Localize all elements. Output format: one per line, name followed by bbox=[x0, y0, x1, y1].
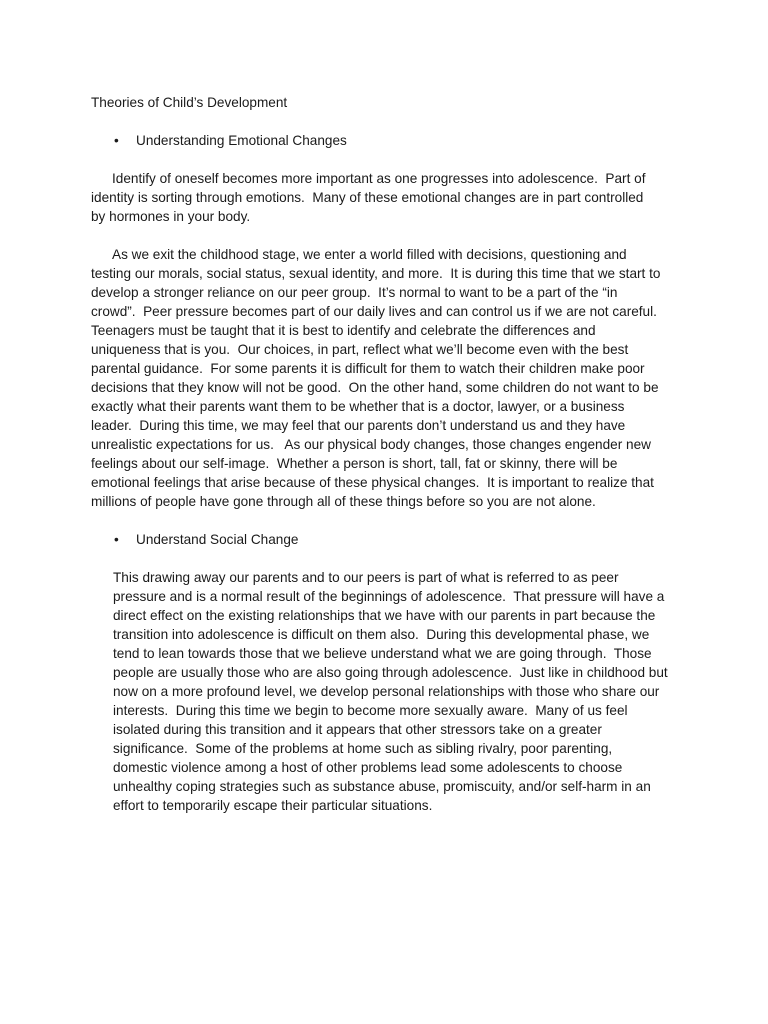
bullet-icon: • bbox=[114, 133, 119, 148]
paragraph-line: uniqueness that is you. Our choices, in part, reflect what we’ll become even with the best bbox=[91, 342, 629, 357]
paragraph-line: develop a stronger reliance on our peer group. It’s normal to want to be a part of the “in bbox=[91, 285, 618, 300]
paragraph-line: unhealthy coping strategies such as substance abuse, promiscuity, and/or self-harm in an bbox=[113, 779, 651, 794]
paragraph-line: parental guidance. For some parents it is difficult for them to watch their children make poor bbox=[91, 361, 645, 376]
paragraph-line: domestic violence among a host of other problems lead some adolescents to choose bbox=[113, 760, 623, 775]
paragraph-line: pressure and is a normal result of the beginnings of adolescence. That pressure will have a bbox=[113, 589, 665, 604]
paragraph-line: emotional feelings that arise because of these physical changes. It is important to realize that bbox=[91, 475, 654, 490]
paragraph-line: effort to temporarily escape their particular situations. bbox=[113, 798, 433, 813]
paragraph-line: leader. During this time, we may feel that our parents don’t understand us and they have bbox=[91, 418, 626, 433]
paragraph-line: now on a more profound level, we develop personal relationships with those who share our bbox=[113, 684, 660, 699]
paragraph-line: This drawing away our parents and to our peers is part of what is referred to as peer bbox=[113, 570, 619, 585]
paragraph-line: decisions that they know will not be good. On the other hand, some children do not want to be bbox=[91, 380, 659, 395]
paragraph-line: millions of people have gone through all of these things before so you are not alone. bbox=[91, 494, 596, 509]
paragraph-line: significance. Some of the problems at home such as sibling rivalry, poor parenting, bbox=[113, 741, 613, 756]
section-heading-emotional: Understanding Emotional Changes bbox=[136, 133, 347, 148]
paragraph-line: As we exit the childhood stage, we enter a world filled with decisions, questioning and bbox=[112, 247, 627, 262]
paragraph-line: direct effect on the existing relationships that we have with our parents in part because the bbox=[113, 608, 656, 623]
paragraph-line: exactly what their parents want them to be whether that is a doctor, lawyer, or a business bbox=[91, 399, 625, 414]
paragraph-line: Identify of oneself becomes more important as one progresses into adolescence. Part of bbox=[112, 171, 646, 186]
bullet-icon: • bbox=[114, 532, 119, 547]
paragraph-line: interests. During this time we begin to become more sexually aware. Many of us feel bbox=[113, 703, 628, 718]
paragraph-line: testing our morals, social status, sexual identity, and more. It is during this time that we start to bbox=[91, 266, 661, 281]
document-title: Theories of Child’s Development bbox=[91, 95, 288, 110]
paragraph-line: unrealistic expectations for us. As our physical body changes, those changes engender new bbox=[91, 437, 651, 452]
paragraph-line: feelings about our self-image. Whether a person is short, tall, fat or skinny, there will be bbox=[91, 456, 618, 471]
paragraph-line: identity is sorting through emotions. Many of these emotional changes are in part controlled bbox=[91, 190, 644, 205]
paragraph-line: isolated during this transition and it appears that other stressors take on a greater bbox=[113, 722, 602, 737]
paragraph-line: by hormones in your body. bbox=[91, 209, 251, 224]
paragraph-line: transition into adolescence is difficult on them also. During this developmental phase, we bbox=[113, 627, 650, 642]
paragraph-line: Teenagers must be taught that it is best to identify and celebrate the differences and bbox=[91, 323, 596, 338]
paragraph-line: people are usually those who are also going through adolescence. Just like in childhood but bbox=[113, 665, 668, 680]
paragraph-line: tend to lean towards those that we believe understand what we are going through. Those bbox=[113, 646, 652, 661]
section-heading-social: Understand Social Change bbox=[136, 532, 299, 547]
paragraph-line: crowd”. Peer pressure becomes part of our daily lives and can control us if we are not careful. bbox=[91, 304, 657, 319]
